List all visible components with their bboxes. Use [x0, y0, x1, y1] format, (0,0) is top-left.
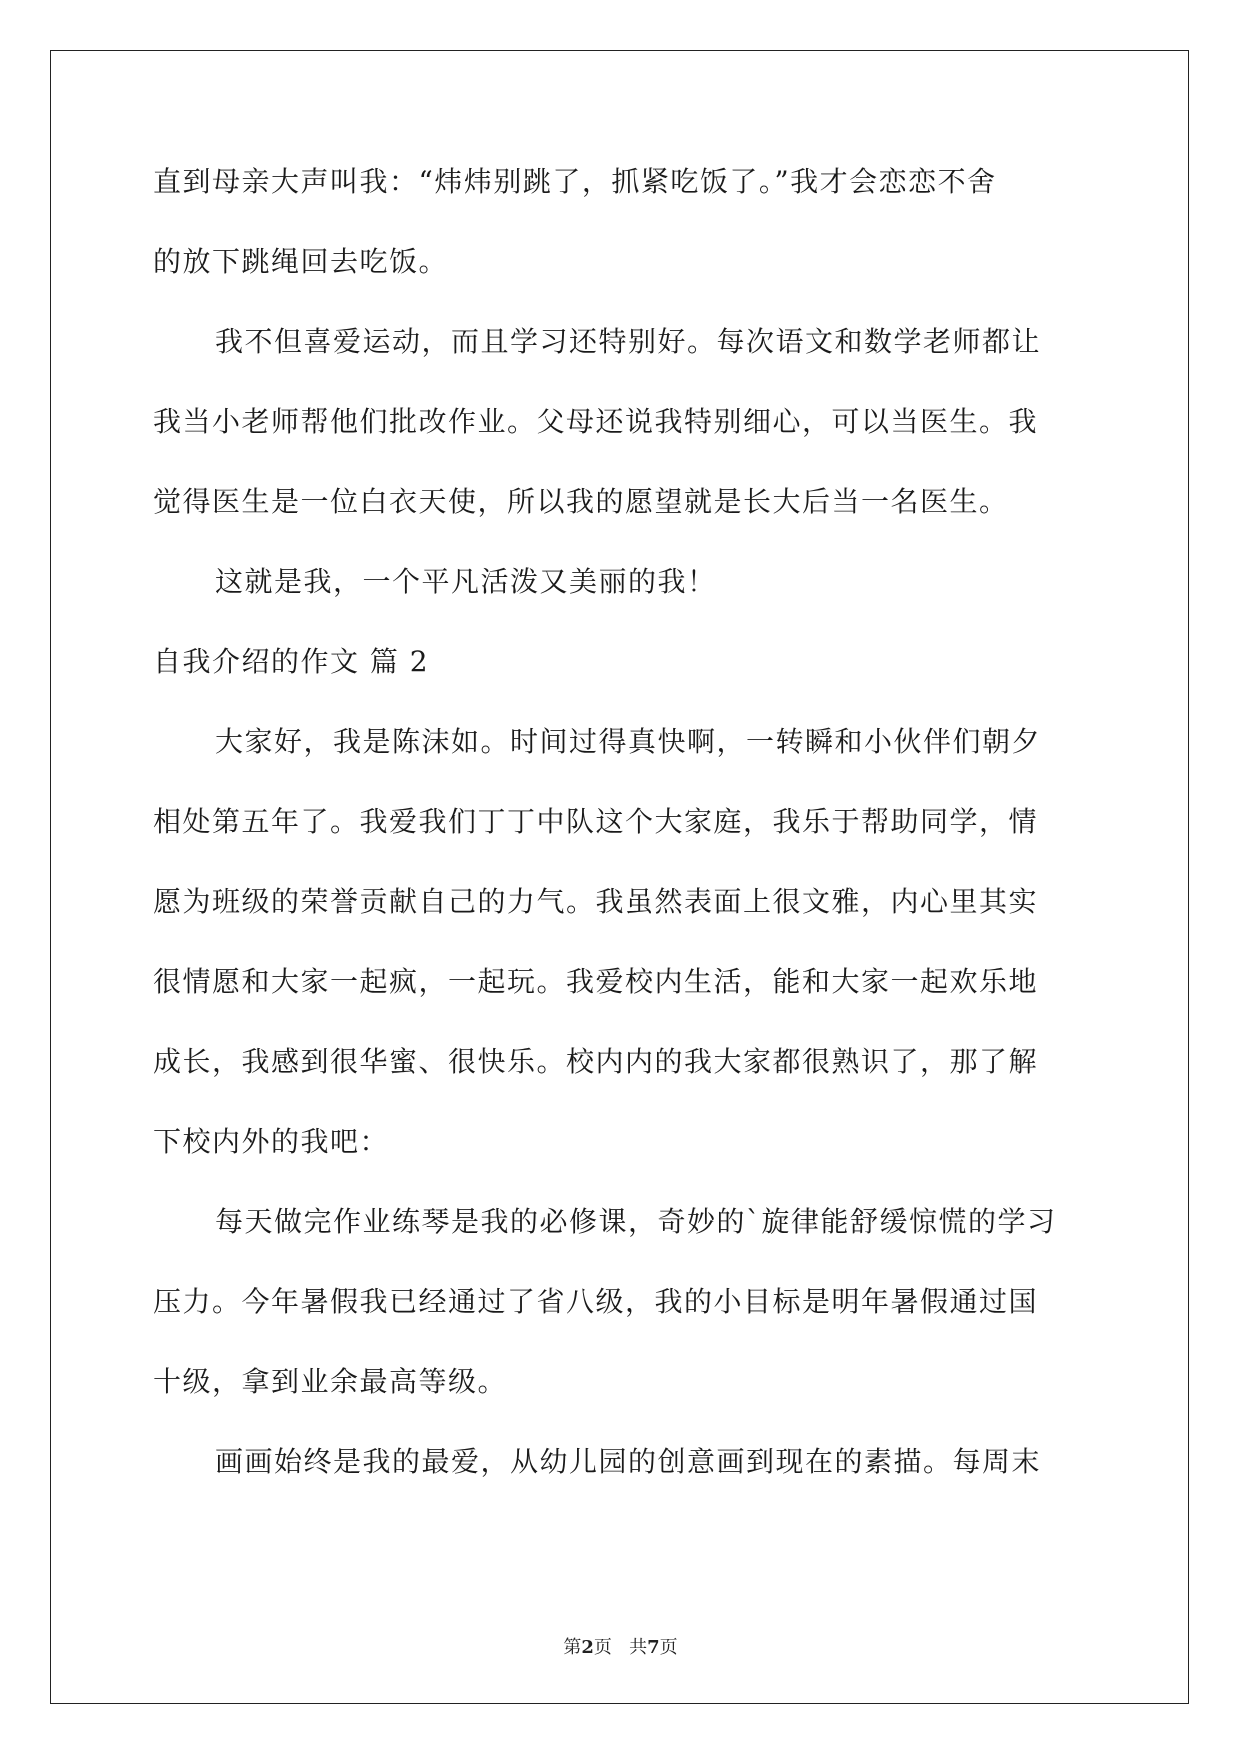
paragraph-start-line: 这就是我，一个平凡活泼又美丽的我！	[215, 565, 717, 598]
page-total: 7	[647, 1637, 660, 1658]
paragraph-start-line: 我不但喜爱运动，而且学习还特别好。每次语文和数学老师都让	[215, 325, 1042, 358]
page-footer	[0, 1636, 1241, 1660]
text-line: 觉得医生是一位白衣天使，所以我的愿望就是长大后当一名医生。	[153, 485, 1009, 518]
page-total-suffix: 页	[659, 1637, 678, 1658]
text-line: 愿为班级的荣誉贡献自己的力气。我虽然表面上很文雅，内心里其实	[153, 885, 1039, 918]
page-number-current: 2	[581, 1637, 594, 1658]
text-line: 下校内外的我吧：	[153, 1125, 390, 1158]
text-line: 我当小老师帮他们批改作业。父母还说我特别细心，可以当医生。我	[153, 405, 1039, 438]
text-line: 的放下跳绳回去吃饭。	[153, 245, 449, 278]
text-line: 直到母亲大声叫我：“炜炜别跳了，抓紧吃饭了。”我才会恋恋不舍	[153, 165, 997, 198]
text-line: 相处第五年了。我爱我们丁丁中队这个大家庭，我乐于帮助同学，情	[153, 805, 1039, 838]
document-body	[153, 162, 1093, 1522]
page-number-suffix: 页	[593, 1637, 612, 1658]
page-number-prefix: 第	[563, 1637, 582, 1658]
paragraph-start-line: 画画始终是我的最爱，从幼儿园的创意画到现在的素描。每周末	[215, 1445, 1042, 1478]
text-line: 十级，拿到业余最高等级。	[153, 1365, 508, 1398]
section-heading: 自我介绍的作文 篇 2	[153, 645, 430, 678]
text-line: 成长，我感到很华蜜、很快乐。校内内的我大家都很熟识了，那了解	[153, 1045, 1039, 1078]
paragraph-start-line: 大家好，我是陈沫如。时间过得真快啊，一转瞬和小伙伴们朝夕	[215, 725, 1042, 758]
text-line: 很情愿和大家一起疯，一起玩。我爱校内生活，能和大家一起欢乐地	[153, 965, 1039, 998]
text-line: 压力。今年暑假我已经通过了省八级，我的小目标是明年暑假通过国	[153, 1285, 1039, 1318]
paragraph-start-line: 每天做完作业练琴是我的必修课，奇妙的`旋律能舒缓惊慌的学习	[215, 1205, 1057, 1238]
page-total-prefix: 共	[629, 1637, 648, 1658]
